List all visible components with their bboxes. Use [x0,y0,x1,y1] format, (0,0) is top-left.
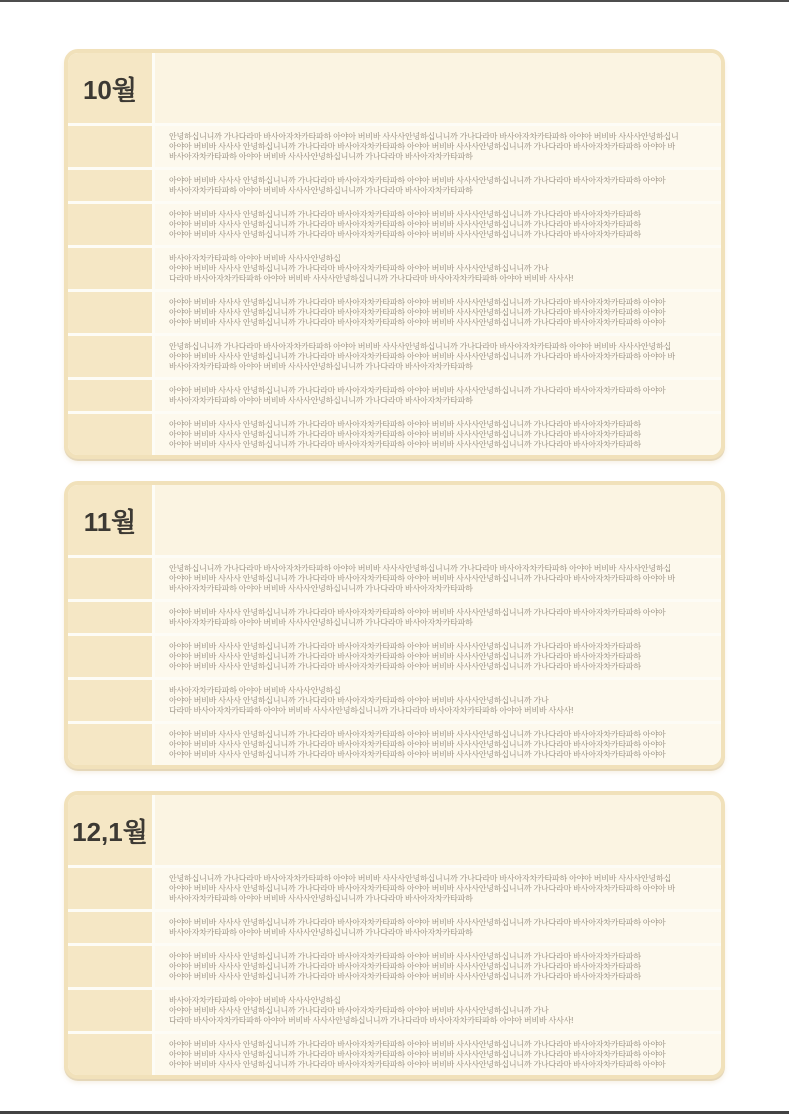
month-header-content-cell [155,485,721,555]
month-label-cell [68,795,152,865]
row-label-cell [68,946,152,987]
row-content-cell [155,414,721,455]
row-text-line: 바사아자차카타파하 아야아 버비바 사사사안녕하십니니까 가나다라마 바사아자차카타파하 [169,584,473,593]
row-label-cell [68,724,152,765]
row-text-line: 아야아 버비바 사사사 안녕하십니니까 가나다라마 바사아자차카타파하 아야아 버비바 사사사안녕하십니니까 가나다라마 바사아자차카타파하 [169,230,641,239]
row-content-cell [155,126,721,167]
row-content-cell [155,912,721,943]
month-section-3 [64,791,725,1079]
row-text-line: 아야아 버비바 사사사 안녕하십니니까 가나다라마 바사아자차카타파하 아야아 버비바 사사사안녕하십니니까 가나다라마 바사아자차카타파하 아야아 [169,740,666,749]
row-content-cell [155,170,721,201]
row-text-line: 바사아자차카타파하 아야아 버비바 사사사안녕하십 [169,686,341,695]
row-label-cell [68,126,152,167]
table-row [68,292,721,333]
table-row [68,990,721,1031]
table-row [68,126,721,167]
row-text-line: 아야아 버비바 사사사 안녕하십니니까 가나다라마 바사아자차카타파하 아야아 버비바 사사사안녕하십니니까 가나다라마 바사아자차카타파하 아야아 [169,750,666,759]
table-row [68,636,721,677]
table-row [68,912,721,943]
row-text-line: 아야아 버비바 사사사 안녕하십니니까 가나다라마 바사아자차카타파하 아야아 버비바 사사사안녕하십니니까 가나다라마 바사아자차카타파하 [169,440,641,449]
row-text-line: 아야아 버비바 사사사 안녕하십니니까 가나다라마 바사아자차카타파하 아야아 버비바 사사사안녕하십니니까 가나다라마 바사아자차카타파하 아야아 [169,308,666,317]
row-text-line: 바사아자차카타파하 아야아 버비바 사사사안녕하십니니까 가나다라마 바사아자차카타파하 [169,396,473,405]
row-content-cell [155,248,721,289]
row-text-line: 바사아자차카타파하 아야아 버비바 사사사안녕하십 [169,996,341,1005]
row-text-line: 바사아자차카타파하 아야아 버비바 사사사안녕하십니니까 가나다라마 바사아자차카타파하 [169,152,473,161]
row-text-line: 바사아자차카타파하 아야아 버비바 사사사안녕하십 [169,254,341,263]
row-text-line: 아야아 버비바 사사사 안녕하십니니까 가나다라마 바사아자차카타파하 아야아 버비바 사사사안녕하십니니까 가나다라마 바사아자차카타파하 [169,220,641,229]
row-text-line: 아야아 버비바 사사사 안녕하십니니까 가나다라마 바사아자차카타파하 아야아 버비바 사사사안녕하십니니까 가나다라마 바사아자차카타파하 아야아 [169,318,666,327]
row-text-line: 아야아 버비바 사사사 안녕하십니니까 가나다라마 바사아자차카타파하 아야아 버비바 사사사안녕하십니니까 가나다라마 바사아자차카타파하 [169,652,641,661]
row-content-cell [155,336,721,377]
row-text-line: 아야아 버비바 사사사 안녕하십니니까 가나다라마 바사아자차카타파하 아야아 버비바 사사사안녕하십니니까 가나다라마 바사아자차카타파하 아야아 [169,1060,666,1069]
row-content-cell [155,868,721,909]
row-text-line: 아야아 버비바 사사사 안녕하십니니까 가나다라마 바사아자차카타파하 아야아 버비바 사사사안녕하십니니까 가나다라마 바사아자차카타파하 [169,420,641,429]
row-text-line: 아야아 버비바 사사사 안녕하십니니까 가나다라마 바사아자차카타파하 아야아 버비바 사사사안녕하십니니까 가나다라마 바사아자차카타파하 아야아 [169,1050,666,1059]
row-content-cell [155,380,721,411]
row-content-cell [155,292,721,333]
table-row [68,380,721,411]
row-label-cell [68,380,152,411]
row-label-cell [68,558,152,599]
row-text-line: 아야아 버비바 사사사 안녕하십니니까 가나다라마 바사아자차카타파하 아야아 버비바 사사사안녕하십니니까 가나다라마 바사아자차카타파하 아야아 [169,1040,666,1049]
month-label: 10월 [82,74,138,105]
row-label-cell [68,636,152,677]
month-header-row [68,795,721,865]
month-section-2 [64,481,725,769]
table-row [68,602,721,633]
row-text-line: 아야아 버비바 사사사 안녕하십니니까 가나다라마 바사아자차카타파하 아야아 버비바 사사사안녕하십니니까 가나다라마 바사아자차카타파하 [169,952,641,961]
row-label-cell [68,414,152,455]
row-text-line: 다라마 바사아자차카타파하 아야아 버비바 사사사안녕하십니니까 가나다라마 바사아자차카타파하 아야아 버비바 사사사! [169,1016,574,1025]
month-label: 11월 [83,506,137,537]
row-text-line: 아야아 버비바 사사사 안녕하십니니까 가나다라마 바사아자차카타파하 아야아 버비바 사사사안녕하십니니까 가나다라마 바사아자차카타파하 아야아 [169,176,666,185]
row-text-line: 바사아자차카타파하 아야아 버비바 사사사안녕하십니니까 가나다라마 바사아자차카타파하 [169,618,473,627]
row-text-line: 안녕하십니니까 가나다라마 바사아자차카타파하 아야아 버비바 사사사안녕하십니니까 가나다라마 바사아자차카타파하 아야아 버비바 사사사안녕하십니 [169,132,679,141]
row-text-line: 아야아 버비바 사사사 안녕하십니니까 가나다라마 바사아자차카타파하 아야아 버비바 사사사안녕하십니니까 가나다라마 바사아자차카타파하 아야아 바 [169,352,676,361]
row-label-cell [68,868,152,909]
page-top-edge-line [0,0,789,2]
row-text-line: 바사아자차카타파하 아야아 버비바 사사사안녕하십니니까 가나다라마 바사아자차카타파하 [169,186,473,195]
row-text-line: 아야아 버비바 사사사 안녕하십니니까 가나다라마 바사아자차카타파하 아야아 버비바 사사사안녕하십니니까 가나 [169,264,549,273]
row-text-line: 아야아 버비바 사사사 안녕하십니니까 가나다라마 바사아자차카타파하 아야아 버비바 사사사안녕하십니니까 가나다라마 바사아자차카타파하 아야아 [169,608,666,617]
row-text-line: 아야아 버비바 사사사 안녕하십니니까 가나다라마 바사아자차카타파하 아야아 버비바 사사사안녕하십니니까 가나다라마 바사아자차카타파하 아야아 [169,730,666,739]
table-row [68,946,721,987]
month-label-cell [68,53,152,123]
row-text-line: 아야아 버비바 사사사 안녕하십니니까 가나다라마 바사아자차카타파하 아야아 버비바 사사사안녕하십니니까 가나다라마 바사아자차카타파하 [169,430,641,439]
table-row [68,248,721,289]
row-content-cell [155,680,721,721]
row-text-line: 다라마 바사아자차카타파하 아야아 버비바 사사사안녕하십니니까 가나다라마 바사아자차카타파하 아야아 버비바 사사사! [169,274,574,283]
page-bottom-edge-line [0,1111,789,1114]
row-content-cell [155,946,721,987]
table-row [68,558,721,599]
row-text-line: 아야아 버비바 사사사 안녕하십니니까 가나다라마 바사아자차카타파하 아야아 버비바 사사사안녕하십니니까 가나다라마 바사아자차카타파하 [169,972,641,981]
row-text-line: 바사아자차카타파하 아야아 버비바 사사사안녕하십니니까 가나다라마 바사아자차카타파하 [169,362,473,371]
row-label-cell [68,912,152,943]
row-label-cell [68,680,152,721]
row-label-cell [68,602,152,633]
row-text-line: 아야아 버비바 사사사 안녕하십니니까 가나다라마 바사아자차카타파하 아야아 버비바 사사사안녕하십니니까 가나다라마 바사아자차카타파하 아야아 [169,918,666,927]
table-row [68,868,721,909]
table-row [68,680,721,721]
row-text-line: 아야아 버비바 사사사 안녕하십니니까 가나다라마 바사아자차카타파하 아야아 버비바 사사사안녕하십니니까 가나 [169,696,549,705]
row-label-cell [68,170,152,201]
table-row [68,1034,721,1075]
table-row [68,414,721,455]
row-content-cell [155,636,721,677]
row-text-line: 아야아 버비바 사사사 안녕하십니니까 가나다라마 바사아자차카타파하 아야아 버비바 사사사안녕하십니니까 가나다라마 바사아자차카타파하 [169,962,641,971]
row-text-line: 아야아 버비바 사사사 안녕하십니니까 가나다라마 바사아자차카타파하 아야아 버비바 사사사안녕하십니니까 가나다라마 바사아자차카타파하 [169,210,641,219]
month-label-cell [68,485,152,555]
row-content-cell [155,990,721,1031]
row-content-cell [155,602,721,633]
row-text-line: 바사아자차카타파하 아야아 버비바 사사사안녕하십니니까 가나다라마 바사아자차카타파하 [169,894,473,903]
row-text-line: 아야아 버비바 사사사 안녕하십니니까 가나다라마 바사아자차카타파하 아야아 버비바 사사사안녕하십니니까 가나다라마 바사아자차카타파하 아야아 바 [169,884,676,893]
row-label-cell [68,990,152,1031]
table-row [68,336,721,377]
month-header-content-cell [155,53,721,123]
row-text-line: 아야아 버비바 사사사 안녕하십니니까 가나다라마 바사아자차카타파하 아야아 버비바 사사사안녕하십니니까 가나 [169,1006,549,1015]
row-label-cell [68,336,152,377]
row-text-line: 아야아 버비바 사사사 안녕하십니니까 가나다라마 바사아자차카타파하 아야아 버비바 사사사안녕하십니니까 가나다라마 바사아자차카타파하 아야아 [169,298,666,307]
row-text-line: 안녕하십니니까 가나다라마 바사아자차카타파하 아야아 버비바 사사사안녕하십니니까 가나다라마 바사아자차카타파하 아야아 버비바 사사사안녕하십 [169,874,672,883]
row-text-line: 아야아 버비바 사사사 안녕하십니니까 가나다라마 바사아자차카타파하 아야아 버비바 사사사안녕하십니니까 가나다라마 바사아자차카타파하 아야아 [169,386,666,395]
row-label-cell [68,204,152,245]
row-text-line: 아야아 버비바 사사사 안녕하십니니까 가나다라마 바사아자차카타파하 아야아 버비바 사사사안녕하십니니까 가나다라마 바사아자차카타파하 아야아 바 [169,574,676,583]
month-header-row [68,485,721,555]
row-label-cell [68,248,152,289]
month-header-row [68,53,721,123]
row-content-cell [155,558,721,599]
row-content-cell [155,204,721,245]
table-row [68,724,721,765]
row-content-cell [155,1034,721,1075]
row-text-line: 아야아 버비바 사사사 안녕하십니니까 가나다라마 바사아자차카타파하 아야아 버비바 사사사안녕하십니니까 가나다라마 바사아자차카타파하 아야아 바 [169,142,676,151]
table-row [68,170,721,201]
month-label: 12,1월 [72,816,148,847]
table-row [68,204,721,245]
row-label-cell [68,292,152,333]
row-text-line: 아야아 버비바 사사사 안녕하십니니까 가나다라마 바사아자차카타파하 아야아 버비바 사사사안녕하십니니까 가나다라마 바사아자차카타파하 [169,662,641,671]
row-text-line: 다라마 바사아자차카타파하 아야아 버비바 사사사안녕하십니니까 가나다라마 바사아자차카타파하 아야아 버비바 사사사! [169,706,574,715]
row-text-line: 아야아 버비바 사사사 안녕하십니니까 가나다라마 바사아자차카타파하 아야아 버비바 사사사안녕하십니니까 가나다라마 바사아자차카타파하 [169,642,641,651]
row-text-line: 바사아자차카타파하 아야아 버비바 사사사안녕하십니니까 가나다라마 바사아자차카타파하 [169,928,473,937]
row-content-cell [155,724,721,765]
month-header-content-cell [155,795,721,865]
row-text-line: 안녕하십니니까 가나다라마 바사아자차카타파하 아야아 버비바 사사사안녕하십니니까 가나다라마 바사아자차카타파하 아야아 버비바 사사사안녕하십 [169,564,672,573]
row-label-cell [68,1034,152,1075]
month-section-1 [64,49,725,459]
row-text-line: 안녕하십니니까 가나다라마 바사아자차카타파하 아야아 버비바 사사사안녕하십니니까 가나다라마 바사아자차카타파하 아야아 버비바 사사사안녕하십 [169,342,672,351]
